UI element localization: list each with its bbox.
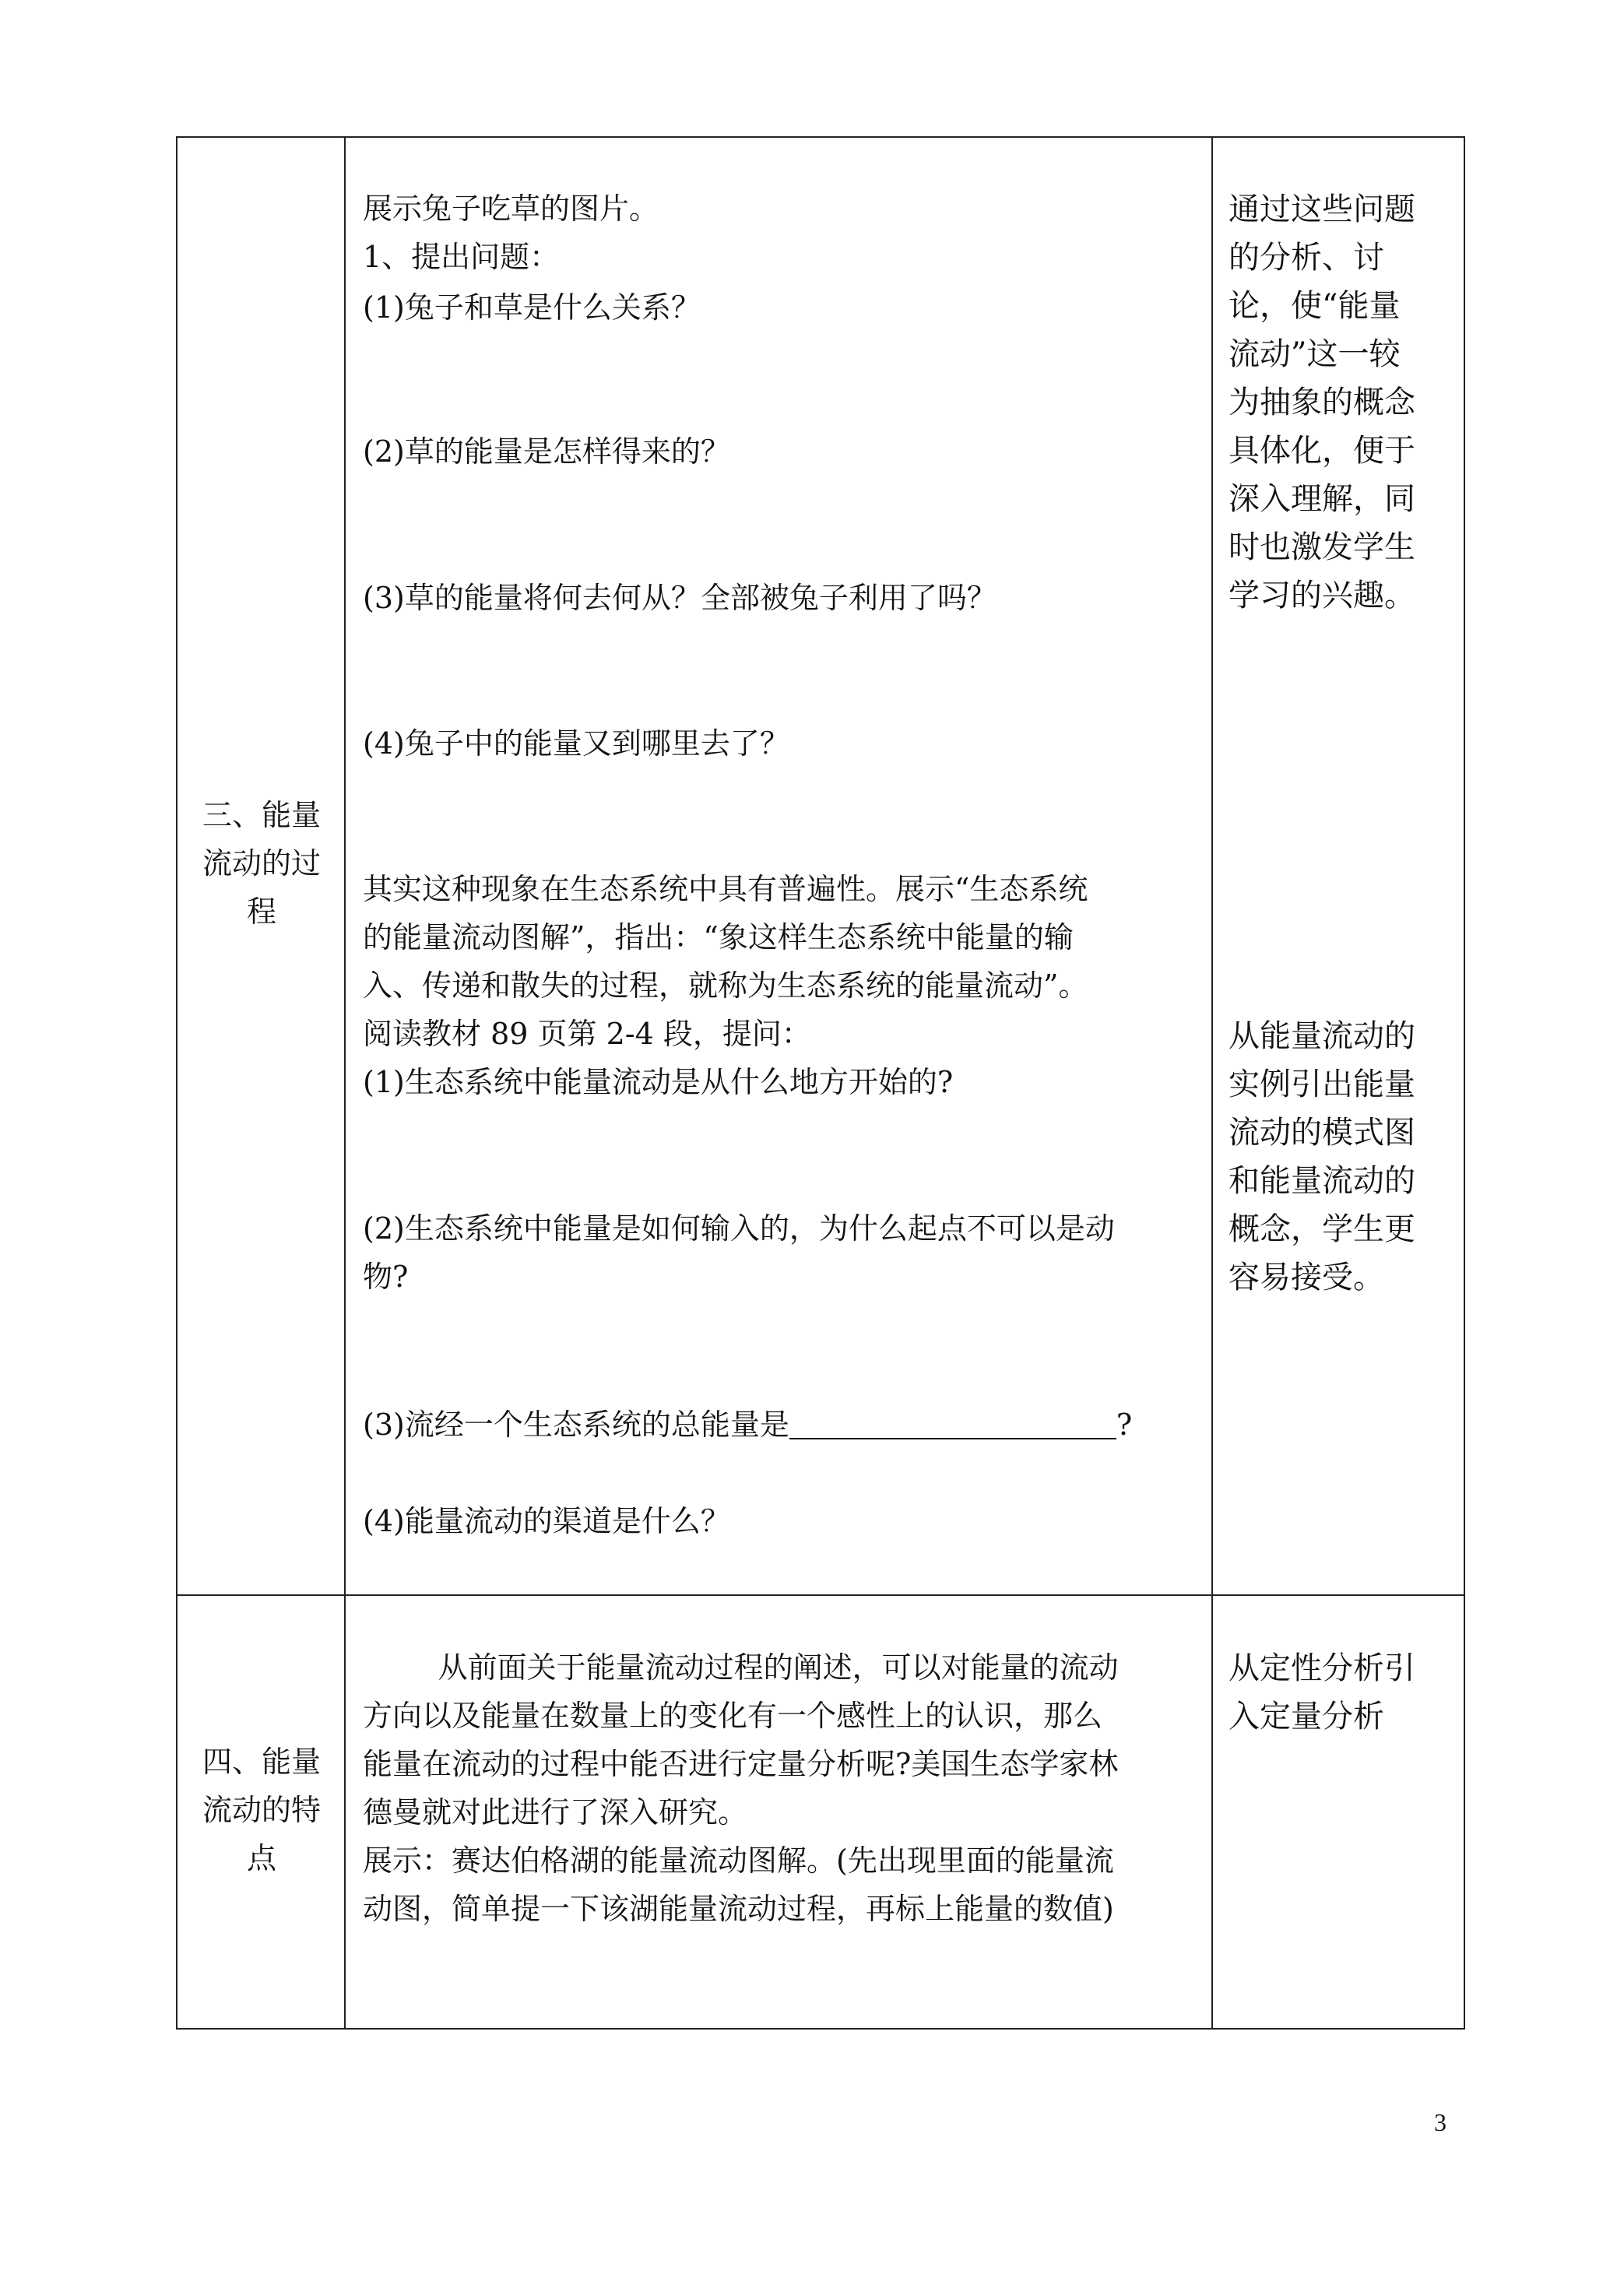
note-line: 实例引出能量	[1229, 1067, 1415, 1102]
reading-question-3	[363, 1401, 1132, 1449]
row4-label	[178, 1738, 346, 1882]
paragraph-line: 的能量流动图解”，指出：“象这样生态系统中能量的输	[363, 920, 1074, 954]
note-line: 学习的兴趣。	[1229, 578, 1415, 613]
row4-label-line: 点	[246, 1841, 276, 1875]
content-line: 动图，简单提一下该湖能量流动过程，再标上能量的数值)	[363, 1892, 1114, 1926]
note-line: 为抽象的概念	[1229, 385, 1415, 420]
question-1: (1)兔子和草是什么关系？	[363, 290, 701, 325]
row3-label-line: 流动的过	[202, 846, 321, 880]
content-line: 能量在流动的过程中能否进行定量分析呢?美国生态学家林	[363, 1747, 1119, 1781]
reading-question-3-end: ?	[1116, 1408, 1133, 1442]
reading-question-4: (4)能量流动的渠道是什么？	[363, 1504, 730, 1538]
table-border-top	[176, 136, 1465, 138]
row3-note-2	[1229, 1012, 1454, 1302]
content-line: 1、提出问题：	[363, 240, 560, 274]
note-line: 论，使“能量	[1229, 288, 1401, 324]
reading-question-1: (1)生态系统中能量流动是从什么地方开始的?	[363, 1065, 954, 1099]
note-line: 深入理解，同	[1229, 481, 1415, 517]
table-border-bottom	[176, 2028, 1465, 2030]
reading-question-2-cont: 物?	[363, 1260, 409, 1294]
content-line: 展示：赛达伯格湖的能量流动图解。(先出现里面的能量流	[363, 1843, 1114, 1878]
note-line: 具体化，便于	[1229, 433, 1415, 469]
question-4: (4)兔子中的能量又到哪里去了？	[363, 726, 789, 761]
note-line: 流动”这一较	[1229, 336, 1401, 372]
row4-label-line: 四、能量	[202, 1745, 321, 1779]
row4-note	[1229, 1644, 1454, 1741]
table-border-right	[1464, 136, 1465, 2030]
content-line: 展示兔子吃草的图片。	[363, 192, 659, 226]
question-3: (3)草的能量将何去何从？全部被兔子利用了吗？	[363, 581, 997, 615]
row3-label	[178, 791, 346, 936]
question-2: (2)草的能量是怎样得来的？	[363, 434, 730, 469]
paragraph-line: 阅读教材 89 页第 2-4 段，提问：	[363, 1017, 811, 1051]
row3-label-line: 程	[246, 894, 276, 929]
note-line: 容易接受。	[1229, 1260, 1384, 1295]
table-row-divider	[176, 1594, 1465, 1596]
reading-question-3-text: (3)流经一个生态系统的总能量是	[363, 1408, 789, 1442]
note-line: 的分析、讨	[1229, 240, 1384, 276]
table-col-divider-2	[1211, 136, 1213, 2030]
row4-label-line: 流动的特	[202, 1793, 321, 1827]
note-line: 通过这些问题	[1229, 192, 1415, 227]
note-line: 和能量流动的	[1229, 1163, 1415, 1199]
note-line: 流动的模式图	[1229, 1115, 1415, 1151]
note-line: 从能量流动的	[1229, 1018, 1415, 1054]
content-line: 从前面关于能量流动过程的阐述，可以对能量的流动	[363, 1650, 1119, 1685]
note-line: 从定性分析引	[1229, 1650, 1415, 1686]
content-line: 德曼就对此进行了深入研究。	[363, 1795, 748, 1829]
note-line: 入定量分析	[1229, 1699, 1384, 1734]
page-number: 3	[1434, 2108, 1446, 2136]
row3-note-1	[1229, 185, 1454, 620]
row3-label-line: 三、能量	[202, 798, 321, 832]
fill-in-blank	[789, 1404, 1116, 1439]
content-line: 方向以及能量在数量上的变化有一个感性上的认识，那么	[363, 1699, 1103, 1733]
paragraph-line: 其实这种现象在生态系统中具有普遍性。展示“生态系统	[363, 872, 1088, 906]
note-line: 时也激发学生	[1229, 529, 1415, 565]
paragraph-line: 入、传递和散失的过程，就称为生态系统的能量流动”。	[363, 968, 1088, 1003]
reading-question-2: (2)生态系统中能量是如何输入的，为什么起点不可以是动	[363, 1211, 1115, 1246]
note-line: 概念，学生更	[1229, 1211, 1415, 1247]
